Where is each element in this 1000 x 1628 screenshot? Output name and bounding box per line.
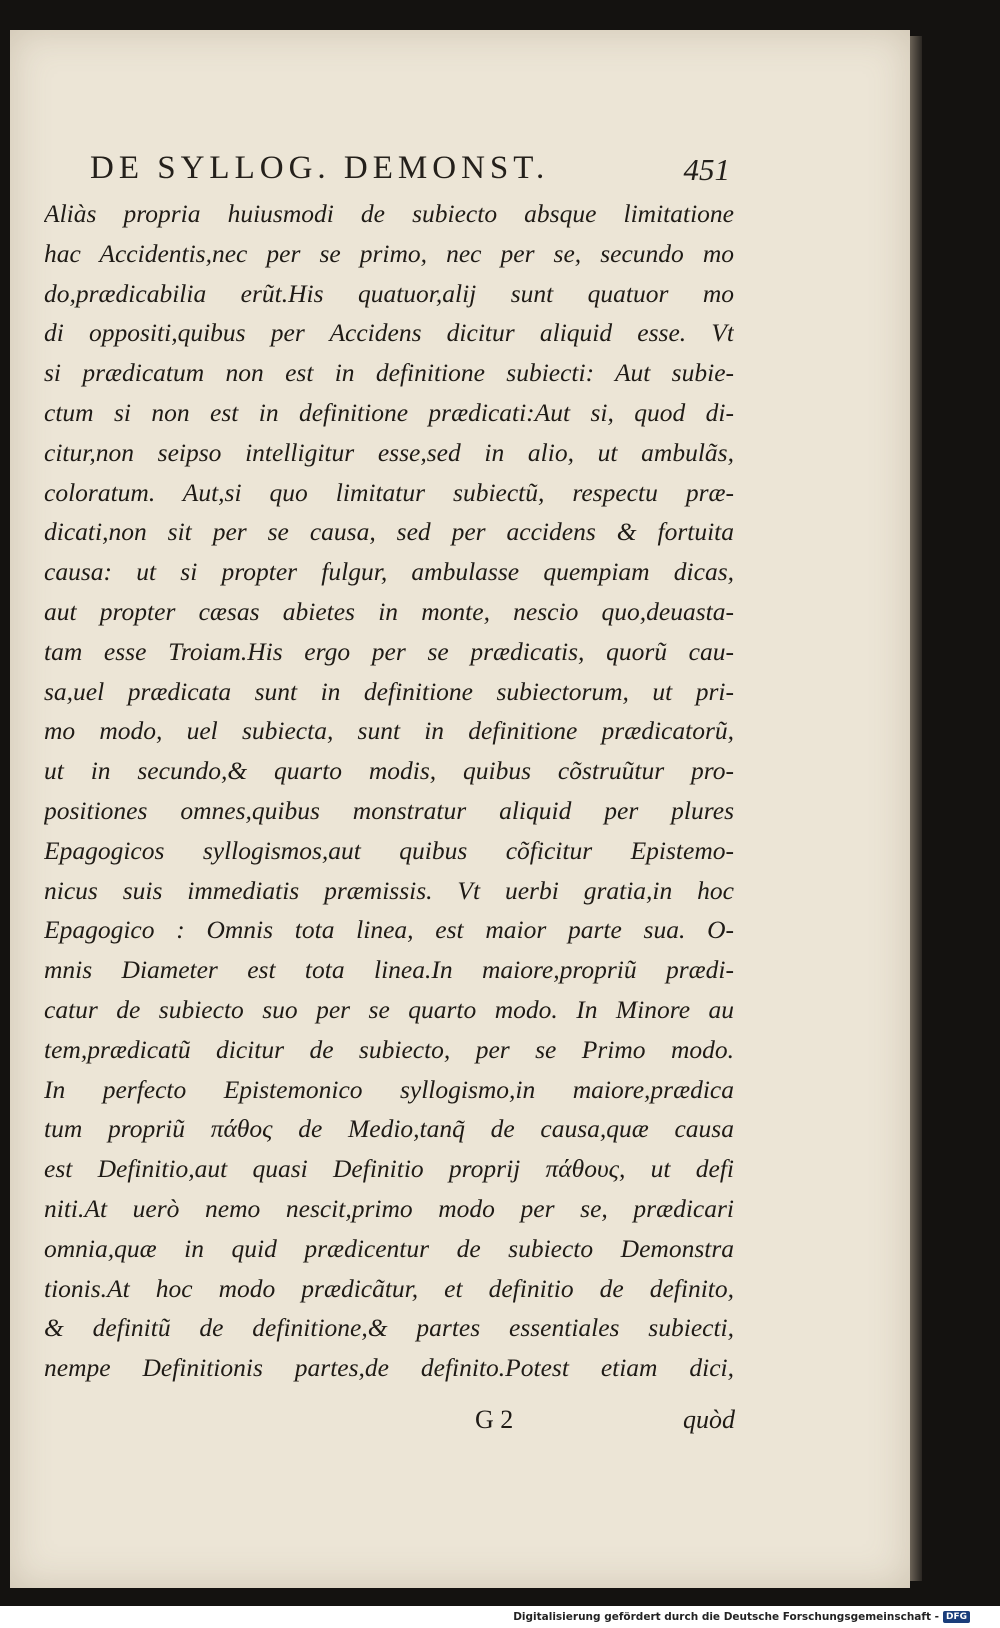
page-number: 451 [683, 152, 730, 187]
credit-text: Digitalisierung gefördert durch die Deutsche Forschungsgemeinschaft - [513, 1611, 939, 1623]
text-line: ctum si non est in definitione prædicati:Aut si, quod di- [44, 397, 734, 427]
text-line: causa: ut si propter fulgur, ambulasse quempiam dicas, [44, 557, 734, 587]
text-line: est Definitio,aut quasi Definitio proprij πάθους, ut defi [44, 1154, 734, 1184]
text-line: citur,non seipso intelligitur esse,sed in alio, ut ambulãs, [44, 437, 734, 467]
text-line: positiones omnes,quibus monstratur aliquid per plures [44, 795, 734, 825]
text-line: In perfecto Epistemonico syllogismo,in maiore,prædica [44, 1074, 734, 1104]
text-line: coloratum. Aut,si quo limitatur subiectũ, respectu præ- [44, 477, 734, 507]
text-line: ut in secundo,& quarto modis, quibus cõstruũtur pro- [44, 756, 734, 786]
text-line: si prædicatum non est in definitione subiecti: Aut subie- [44, 358, 734, 388]
text-line: do,prædicabilia erũt.His quatuor,alij sunt quatuor mo [44, 278, 734, 308]
catchword: quòd [683, 1405, 735, 1434]
text-line: sa,uel prædicata sunt in definitione subiectorum, ut pri- [44, 676, 734, 706]
text-line: di oppositi,quibus per Accidens dicitur aliquid esse. Vt [44, 318, 734, 348]
body-text [44, 194, 734, 1388]
running-head-title: DE SYLLOG. DEMONST. [90, 150, 550, 186]
text-line: tam esse Troiam.His ergo per se prædicatis, quorũ cau- [44, 636, 734, 666]
text-line: aut propter cæsas abietes in monte, nescio quo,deuasta- [44, 596, 734, 626]
text-line: hac Accidentis,nec per se primo, nec per se, secundo mo [44, 238, 734, 268]
text-line: nempe Definitionis partes,de definito.Potest etiam dici, [44, 1353, 734, 1383]
signature-mark: G 2 [475, 1405, 514, 1434]
text-line: nicus suis immediatis præmissis. Vt uerbi gratia,in hoc [44, 875, 734, 905]
text-line: tum propriũ πάθος de Medio,tanq̃ de causa,quæ causa [44, 1114, 734, 1144]
text-line: Aliàs propria huiusmodi de subiecto absque limitatione [44, 199, 734, 228]
text-line: tem,prædicatũ dicitur de subiecto, per se Primo modo. [44, 1034, 734, 1064]
text-line: mo modo, uel subiecta, sunt in definitione prædicatorũ, [44, 716, 734, 746]
text-line: niti.At uerò nemo nescit,primo modo per se, prædicari [44, 1193, 734, 1223]
text-line: & definitũ de definitione,& partes essentiales subiecti, [44, 1313, 734, 1343]
dfg-logo-icon: DFG [943, 1611, 970, 1623]
page-footer [475, 1405, 735, 1445]
text-line: omnia,quæ in quid prædicentur de subiecto Demonstra [44, 1233, 734, 1263]
text-line: Epagogicos syllogismos,aut quibus cõficitur Epistemo- [44, 835, 734, 865]
page-edge [910, 36, 922, 1581]
text-line: tionis.At hoc modo prædicãtur, et definitio de definito, [44, 1273, 734, 1303]
digitization-credit [513, 1609, 970, 1625]
text-line: Epagogico : Omnis tota linea, est maior parte sua. O- [44, 915, 734, 945]
running-head [90, 150, 730, 198]
text-line: mnis Diameter est tota linea.In maiore,propriũ prædi- [44, 955, 734, 985]
text-line: catur de subiecto suo per se quarto modo. In Minore au [44, 994, 734, 1024]
text-line: dicati,non sit per se causa, sed per accidens & fortuita [44, 517, 734, 547]
